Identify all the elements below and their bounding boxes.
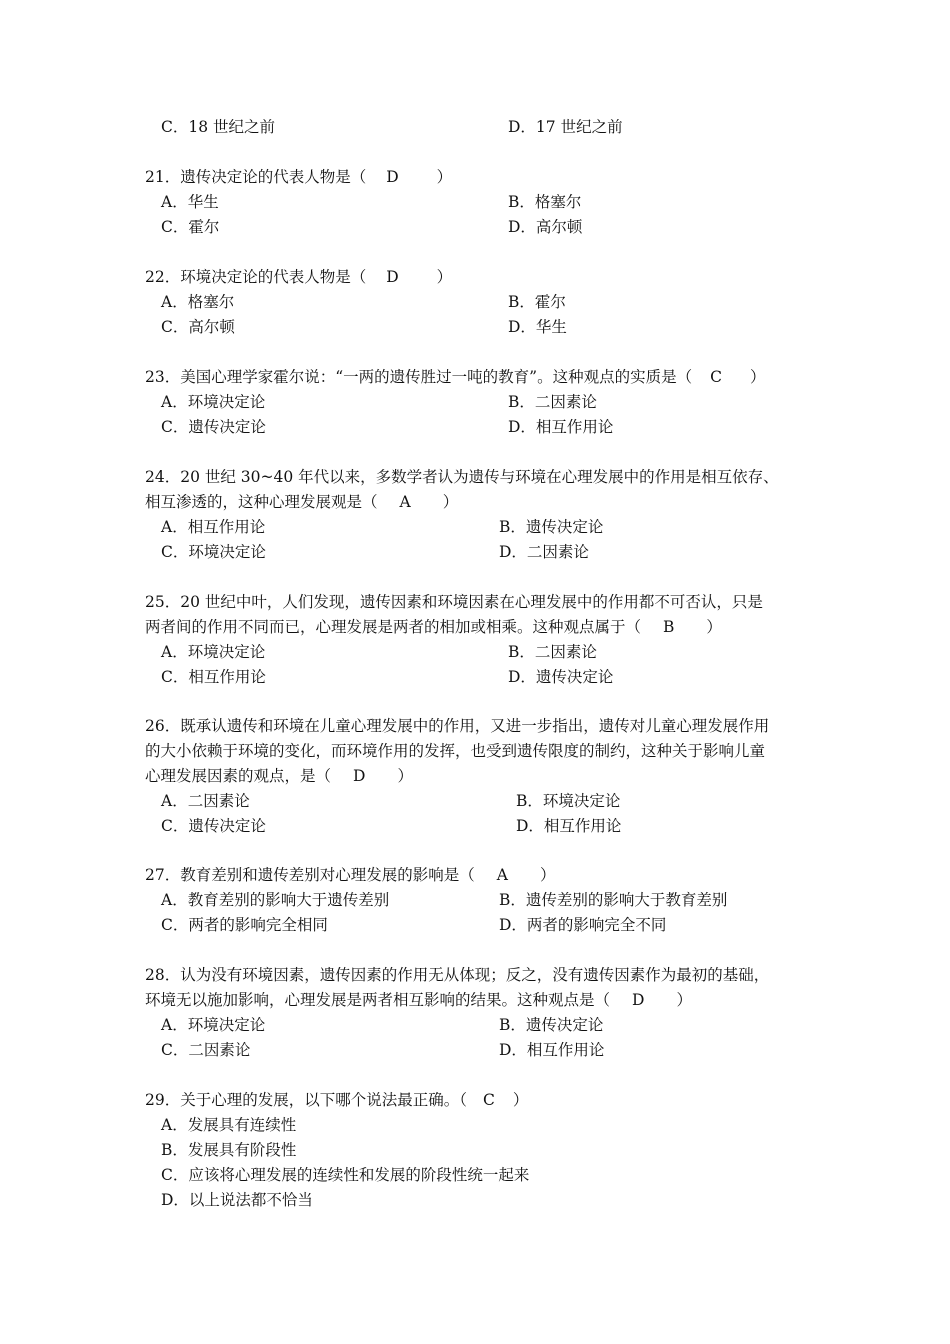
q26-option-d: D．相互作用论 — [516, 817, 622, 835]
q25-option-b: B．二因素论 — [508, 643, 597, 661]
q29-option-a: A．发展具有连续性 — [161, 1116, 297, 1134]
q22-stem: 22．环境决定论的代表人物是（ D ） — [145, 265, 452, 290]
q21-option-a: A．华生 — [161, 193, 219, 211]
q22-option-c: C．高尔顿 — [161, 318, 235, 336]
q28-option-d: D．相互作用论 — [499, 1041, 605, 1059]
q28-option-a: A．环境决定论 — [161, 1016, 266, 1034]
q23-option-d: D．相互作用论 — [508, 418, 614, 436]
q23-stem: 23．美国心理学家霍尔说：“一两的遗传胜过一吨的教育”。这种观点的实质是（ C ） — [145, 365, 765, 390]
q23-option-b: B．二因素论 — [508, 393, 597, 411]
q28-stem-line2: 环境无以施加影响，心理发展是两者相互影响的结果。这种观点是（ D ） — [145, 988, 692, 1013]
q28-option-c: C．二因素论 — [161, 1041, 251, 1059]
q20-option-d: D．17 世纪之前 — [508, 118, 623, 136]
q23-option-c: C．遗传决定论 — [161, 418, 266, 436]
q22-option-b: B．霍尔 — [508, 293, 566, 311]
q26-option-c: C．遗传决定论 — [161, 817, 266, 835]
q24-option-d: D．二因素论 — [499, 543, 589, 561]
q27-answer: A — [496, 866, 508, 884]
q21-option-b: B．格塞尔 — [508, 193, 582, 211]
q26-stem-line1: 26．既承认遗传和环境在儿童心理发展中的作用，又进一步指出，遗传对儿童心理发展作用 — [145, 717, 770, 735]
q25-answer: B — [663, 618, 675, 636]
q25-stem-line1: 25．20 世纪中叶，人们发现，遗传因素和环境因素在心理发展中的作用都不可否认，只是 — [145, 593, 763, 611]
q24-stem-line1: 24．20 世纪 30~40 年代以来，多数学者认为遗传与环境在心理发展中的作用是相互依存、 — [145, 468, 779, 486]
q26-option-a: A．二因素论 — [161, 792, 250, 810]
q25-option-a: A．环境决定论 — [161, 643, 266, 661]
q25-stem-line2: 两者间的作用不同而已，心理发展是两者的相加或相乘。这种观点属于（ B ） — [145, 615, 722, 640]
q23-answer: C — [710, 368, 722, 386]
q29-option-b: B．发展具有阶段性 — [161, 1141, 297, 1159]
q28-answer: D — [632, 991, 645, 1009]
q24-option-c: C．环境决定论 — [161, 543, 266, 561]
q24-answer: A — [399, 493, 411, 511]
q28-option-b: B．遗传决定论 — [499, 1016, 604, 1034]
q26-option-b: B．环境决定论 — [516, 792, 621, 810]
q22-option-a: A．格塞尔 — [161, 293, 235, 311]
q21-option-c: C．霍尔 — [161, 218, 220, 236]
q26-stem-line3: 心理发展因素的观点，是（ D ） — [145, 764, 413, 789]
q24-option-a: A．相互作用论 — [161, 518, 266, 536]
q29-option-c: C．应该将心理发展的连续性和发展的阶段性统一起来 — [161, 1166, 530, 1184]
q29-option-d: D．以上说法都不恰当 — [161, 1191, 313, 1209]
q29-stem: 29．关于心理的发展，以下哪个说法最正确。（ C ） — [145, 1088, 528, 1113]
q22-option-d: D．华生 — [508, 318, 567, 336]
q27-option-a: A．教育差别的影响大于遗传差别 — [161, 891, 390, 909]
q22-answer: D — [386, 268, 399, 286]
q25-option-c: C．相互作用论 — [161, 668, 266, 686]
q21-answer: D — [386, 168, 399, 186]
q27-option-b: B．遗传差别的影响大于教育差别 — [499, 891, 728, 909]
q26-answer: D — [353, 767, 366, 785]
q24-stem-line2: 相互渗透的，这种心理发展观是（ A ） — [145, 490, 458, 515]
q28-stem-line1: 28．认为没有环境因素，遗传因素的作用无从体现；反之，没有遗传因素作为最初的基础， — [145, 966, 770, 984]
q26-stem-line2: 的大小依赖于环境的变化，而环境作用的发挥，也受到遗传限度的制约，这种关于影响儿童 — [145, 742, 766, 760]
q23-option-a: A．环境决定论 — [161, 393, 266, 411]
q20-option-c: C．18 世纪之前 — [161, 118, 276, 136]
q21-option-d: D．高尔顿 — [508, 218, 583, 236]
q24-option-b: B．遗传决定论 — [499, 518, 604, 536]
q27-option-c: C．两者的影响完全相同 — [161, 916, 328, 934]
q29-answer: C — [482, 1091, 495, 1109]
q27-option-d: D．两者的影响完全不同 — [499, 916, 667, 934]
q27-stem: 27．教育差别和遗传差别对心理发展的影响是（ A ） — [145, 863, 555, 888]
q21-stem: 21．遗传决定论的代表人物是（ D ） — [145, 165, 452, 190]
q25-option-d: D．遗传决定论 — [508, 668, 614, 686]
